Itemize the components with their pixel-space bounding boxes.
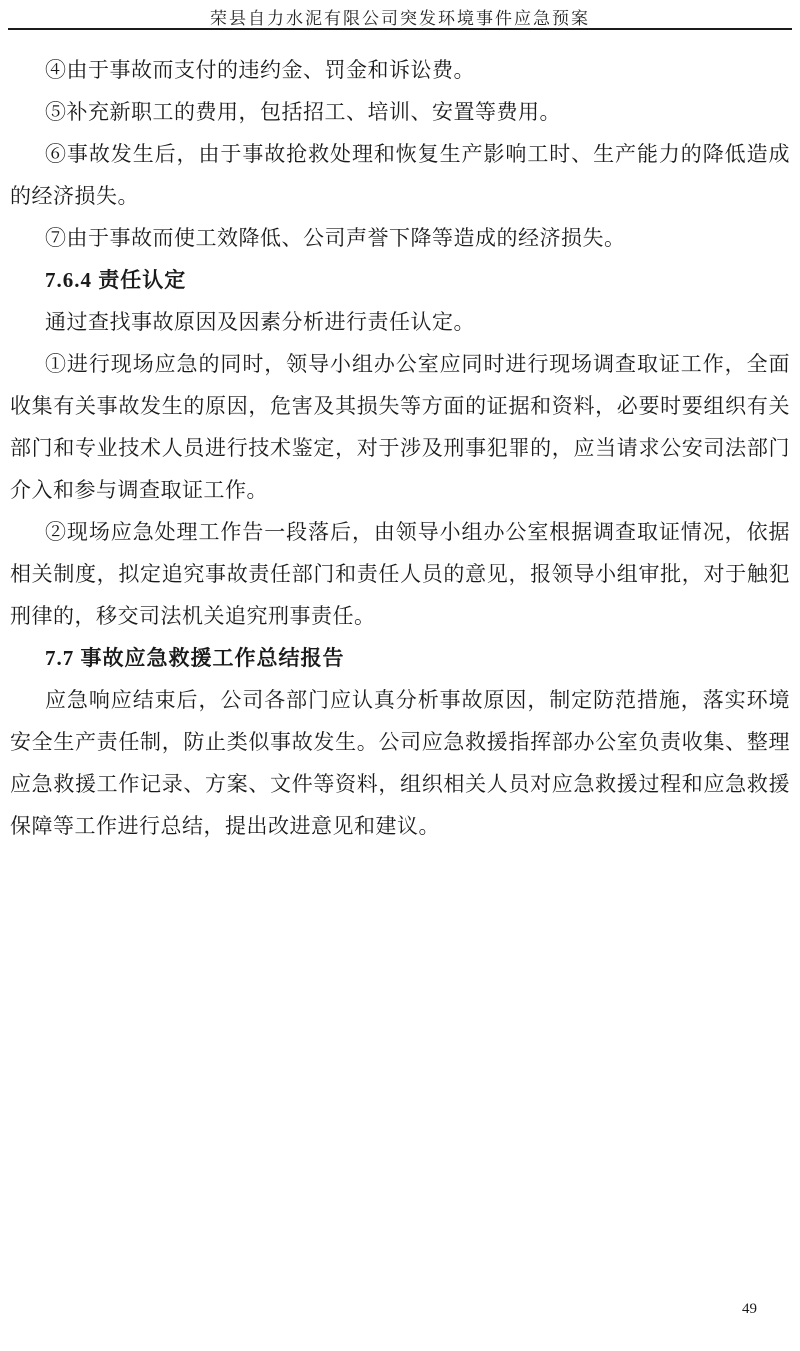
- paragraph-item-6: ⑥事故发生后，由于事故抢救处理和恢复生产影响工时、生产能力的降低造成的经济损失。: [10, 142, 790, 208]
- page-number: 49: [742, 1301, 757, 1317]
- paragraph-intro: 通过查找事故原因及因素分析进行责任认定。: [45, 310, 475, 334]
- paragraph-item-7: ⑦由于事故而使工效降低、公司声誉下降等造成的经济损失。: [45, 226, 626, 250]
- paragraph-item-1: ①进行现场应急的同时，领导小组办公室应同时进行现场调查取证工作，全面收集有关事故发生的原因，危害及其损失等方面的证据和资料，必要时要组织有关部门和专业技术人员进行技术鉴定，对于涉及刑事犯罪的，应当请求公安司法部门介入和参与调查取证工作。: [10, 352, 790, 502]
- section-heading-7-6-4: 7.6.4 责任认定: [45, 268, 187, 292]
- document-body: [10, 49, 790, 847]
- paragraph-item-4: ④由于事故而支付的违约金、罚金和诉讼费。: [45, 58, 475, 82]
- paragraph-item-2: ②现场应急处理工作告一段落后，由领导小组办公室根据调查取证情况，依据相关制度，拟定追究事故责任部门和责任人员的意见，报领导小组审批，对于触犯刑律的，移交司法机关追究刑事责任。: [10, 520, 790, 628]
- header-title: 荣县自力水泥有限公司突发环境事件应急预案: [210, 9, 590, 28]
- paragraph-summary: 应急响应结束后，公司各部门应认真分析事故原因，制定防范措施，落实环境安全生产责任制，防止类似事故发生。公司应急救援指挥部办公室负责收集、整理应急救援工作记录、方案、文件等资料，组织相关人员对应急救援过程和应急救援保障等工作进行总结，提出改进意见和建议。: [10, 688, 790, 838]
- header-rule: [8, 28, 792, 30]
- section-heading-7-7: 7.7 事故应急救援工作总结报告: [45, 646, 345, 670]
- paragraph-item-5: ⑤补充新职工的费用，包括招工、培训、安置等费用。: [45, 100, 561, 124]
